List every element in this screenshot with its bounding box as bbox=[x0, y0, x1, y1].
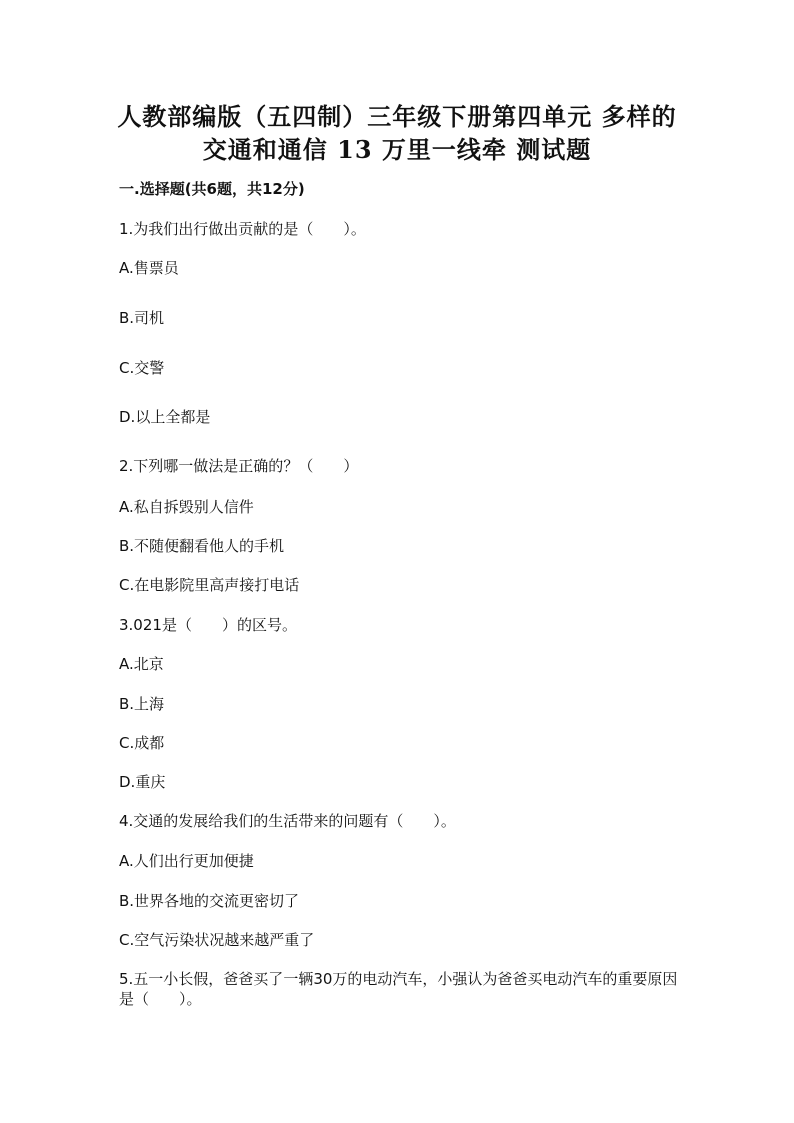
question-4-option-b[interactable]: B.世界各地的交流更密切了 bbox=[119, 892, 300, 910]
question-2-option-b[interactable]: B.不随便翻看他人的手机 bbox=[119, 537, 285, 555]
question-3-option-a[interactable]: A.北京 bbox=[119, 655, 164, 673]
question-3-option-b[interactable]: B.上海 bbox=[119, 695, 165, 713]
question-4-option-c[interactable]: C.空气污染状况越来越严重了 bbox=[119, 931, 315, 949]
question-2-stem: 2.下列哪一做法是正确的？（ ） bbox=[119, 457, 359, 475]
title-line-2: 交通和通信 13 万里一线牵 测试题 bbox=[202, 135, 592, 164]
question-1-option-a[interactable]: A.售票员 bbox=[119, 259, 179, 277]
question-3-option-d[interactable]: D.重庆 bbox=[119, 773, 166, 791]
section-heading: 一.选择题(共6题，共12分) bbox=[119, 180, 305, 198]
question-2-option-c[interactable]: C.在电影院里高声接打电话 bbox=[119, 576, 300, 594]
question-1-stem: 1.为我们出行做出贡献的是（ ）。 bbox=[119, 220, 366, 238]
title-line-1: 人教部编版（五四制）三年级下册第四单元 多样的 bbox=[117, 102, 677, 131]
question-2-option-a[interactable]: A.私自拆毁别人信件 bbox=[119, 498, 254, 516]
question-4-option-a[interactable]: A.人们出行更加便捷 bbox=[119, 852, 254, 870]
question-3-stem: 3.021是（ ）的区号。 bbox=[119, 616, 297, 634]
question-1-option-c[interactable]: C.交警 bbox=[119, 359, 165, 377]
question-4-stem: 4.交通的发展给我们的生活带来的问题有（ ）。 bbox=[119, 812, 456, 830]
question-1-option-b[interactable]: B.司机 bbox=[119, 309, 165, 327]
question-3-option-c[interactable]: C.成都 bbox=[119, 734, 165, 752]
question-5-stem: 5.五一小长假，爸爸买了一辆30万的电动汽车，小强认为爸爸买电动汽车的重要原因是（ ）。 bbox=[119, 970, 678, 1008]
question-1-option-d[interactable]: D.以上全都是 bbox=[119, 408, 211, 426]
